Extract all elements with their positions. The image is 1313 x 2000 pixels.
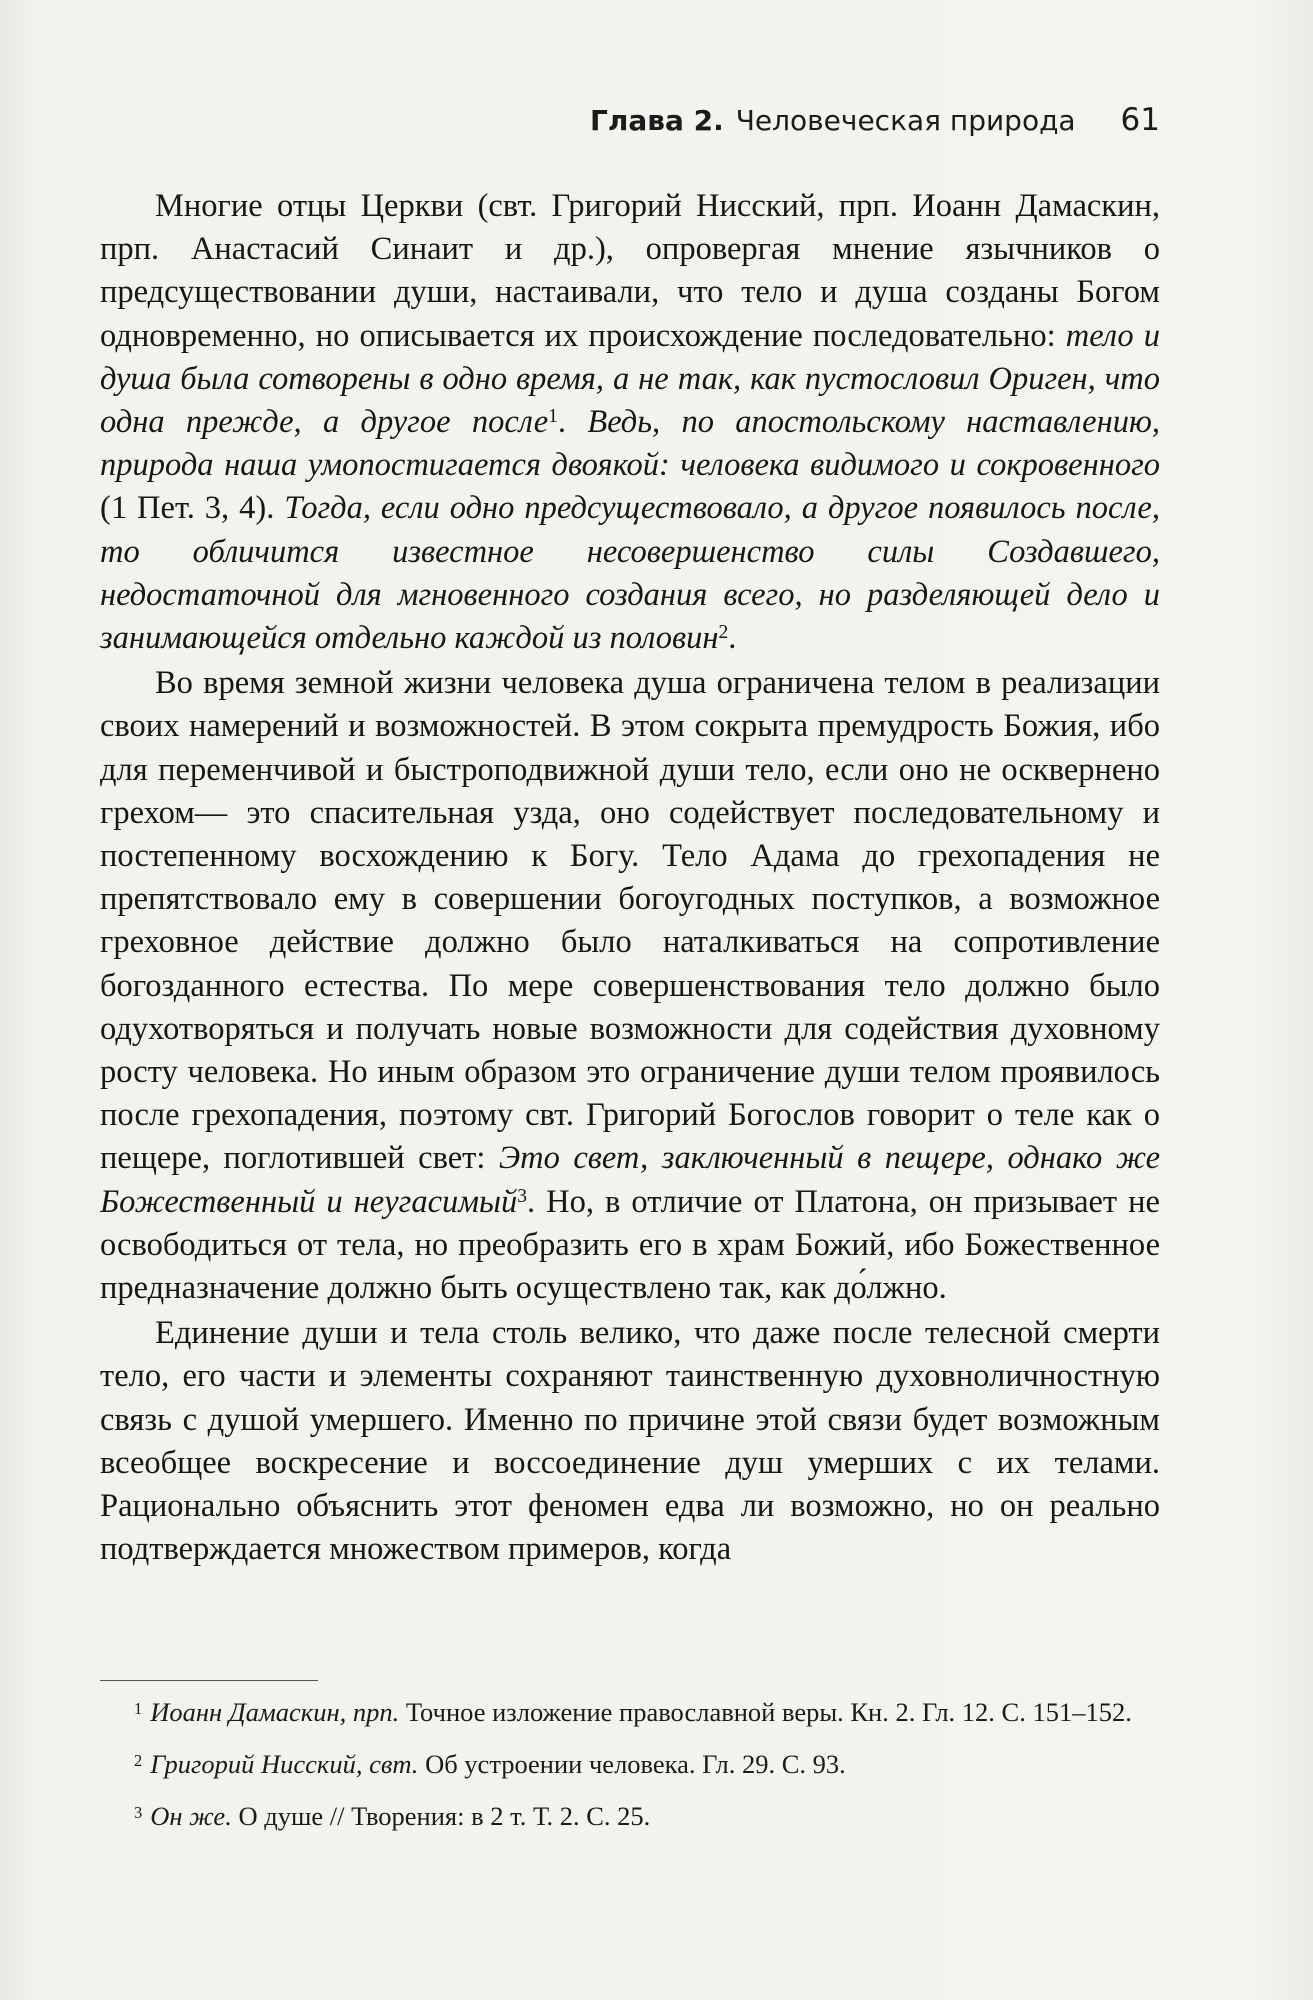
footnote-ref: 3 (517, 1185, 527, 1207)
footnote (100, 1798, 1160, 1834)
page-number: 61 (1120, 102, 1160, 138)
footnote-number: 2 (134, 1750, 143, 1770)
text-run: Во время земной жизни человека душа ограничена телом в реализации своих намерений и возможностей. В этом сокрыта премудрость Божия, ибо для переменчивой и быстроподвижной души тело, если оно не осквернено грехом— это спасительная узда, оно содействует последовательному и постепенному восхождению к Богу. Тело Адама до грехопадения не препятствовало ему в совершении богоугодных поступков, а возможное греховное действие должно было наталкиваться на сопротивление богозданного естества. По мере совершенствования тело должно было одухотворяться и получать новые возможности для содействия духовному росту человека. Но иным образом это ограничение души телом проявилось после грехопадения, поэтому свт. Григорий Богослов говорит о теле как о пещере, поглотившей свет: (100, 665, 1160, 1177)
footnote-ref: 2 (718, 622, 729, 644)
footnote-author: Иоанн Дамаскин, прп. (150, 1697, 400, 1727)
footnote-text: О душе // Творения: в 2 т. Т. 2. С. 25. (231, 1801, 651, 1831)
text-run: . (557, 404, 588, 441)
footnote-author: Он же. (150, 1801, 232, 1831)
paragraph (100, 1312, 1160, 1571)
footnote-author: Григорий Нисский, свт. (150, 1749, 419, 1779)
footnote-ref: 1 (548, 406, 558, 428)
footnote-number: 3 (134, 1802, 143, 1822)
footnote (100, 1694, 1160, 1730)
paragraph (100, 662, 1160, 1310)
text-run: . Но, в отличие от Платона, он призывает не освободиться от тела, но преобразить его в храм Божий, ибо Божественное предназначение должно быть осуществлено так, как до́лжно. (100, 1183, 1160, 1307)
footnote-divider (100, 1680, 318, 1681)
footnote-text: Об устроении человека. Гл. 29. С. 93. (418, 1749, 846, 1779)
footnote (100, 1746, 1160, 1782)
footnote-text: Точное изложение православной веры. Кн. 2. Гл. 12. С. 151–152. (399, 1697, 1132, 1727)
chapter-label: Глава 2. (590, 104, 724, 137)
footnotes (100, 1694, 1160, 1850)
italic-quote: Это свет, заключенный в пещере, однако же Божественный и неугасимый (100, 1140, 1160, 1220)
text-run: Единение души и тела столь велико, что даже после телесной смерти тело, его части и элементы сохраняют таинственную духовноличностную связь с душой умершего. Именно по причине этой связи будет возможным всеобщее воскресение и воссоединение душ умерших с их телами. Рационально объяснить этот феномен едва ли возможно, но он реально подтверждается множеством примеров, когда (100, 1315, 1160, 1568)
main-text (100, 185, 1160, 1572)
italic-quote: Тогда, если одно предсуществовало, а другое появилось после, то обличится известное несовершенство силы Создавшего, недостаточной для мгновенного создания всего, но разделяющей дело и занимающейся отдельно каждой из половин (100, 490, 1160, 657)
text-run: (1 Пет. 3, 4). (100, 490, 285, 527)
text-run: Многие отцы Церкви (свт. Григорий Нисский, прп. Иоанн Дамаскин, прп. Анастасий Синаит и др.), опровергая мнение язычников о предсуществовании души, настаивали, что тело и душа созданы Богом одновременно, но описывается их происхождение последовательно: (100, 188, 1160, 354)
footnote-number: 1 (134, 1698, 143, 1718)
text-run: . (728, 620, 737, 657)
paragraph (100, 185, 1160, 660)
chapter-title: Человеческая природа (735, 104, 1076, 137)
italic-quote: тело и душа была сотворены в одно время, а не так, как пустословил Ориген, что одна прежде, а другое после (100, 317, 1160, 441)
running-header (590, 102, 1160, 138)
italic-quote: Ведь, по апостольскому наставлению, природа наша умопостигается двоякой: человека видимого и сокровенного (100, 404, 1161, 484)
